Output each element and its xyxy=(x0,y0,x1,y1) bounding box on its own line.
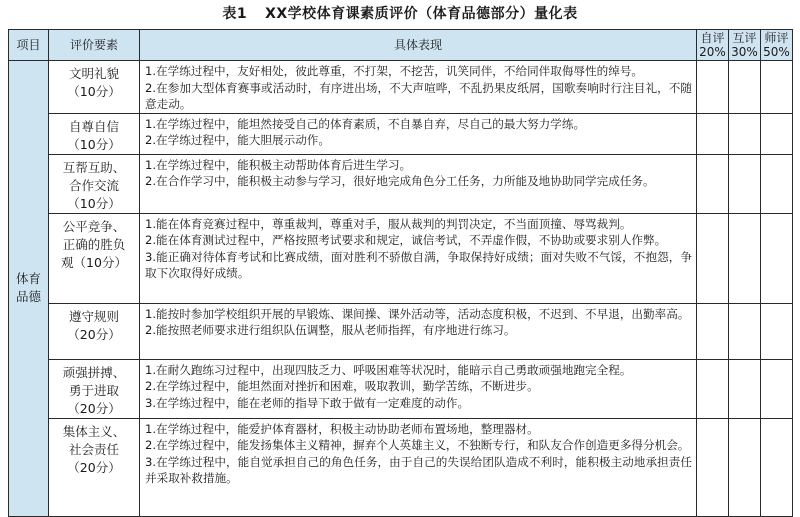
header-row xyxy=(9,30,793,61)
detail-item: 2.在参加大型体育赛事或活动时，有序进出场，不大声喧哗，不乱扔果皮纸屑，国歌奏响时行注目礼，不随意走动。 xyxy=(145,80,692,111)
detail-item: 3.在学练过程中，能自觉承担自己的角色任务，由于自己的失误给团队造成不利时，能积极主动地承担责任并采取补救措施。 xyxy=(145,454,692,485)
header-teacher-pct: 50% xyxy=(763,45,790,59)
detail-cell xyxy=(140,154,697,213)
element-cell xyxy=(49,418,140,516)
detail-cell xyxy=(140,359,697,418)
evaluation-table xyxy=(8,29,793,517)
self-score-cell[interactable] xyxy=(697,113,729,154)
element-line: 顽强拼搏、 xyxy=(62,364,126,380)
element-line: 合作交流 xyxy=(68,177,119,193)
detail-item: 1.在学练过程中，友好相处，彼此尊重，不打架，不挖苦，讥笑同伴，不给同伴取侮辱性的绰号。 xyxy=(145,64,644,78)
header-project: 项目 xyxy=(9,30,49,61)
teacher-score-cell[interactable] xyxy=(761,113,793,154)
table-title: XX学校体育课素质评价（体育品德部分）量化表 xyxy=(265,6,578,22)
detail-cell xyxy=(140,61,697,114)
header-self-label: 自评 xyxy=(700,31,725,45)
mutual-score-cell[interactable] xyxy=(729,154,761,213)
self-score-cell[interactable] xyxy=(697,154,729,213)
element-line: （20分） xyxy=(67,459,121,475)
teacher-score-cell[interactable] xyxy=(761,154,793,213)
teacher-score-cell[interactable] xyxy=(761,418,793,516)
detail-item: 2.在合作学习中，能积极主动参与学习，很好地完成角色分工任务，力所能及地协助同学完成任务。 xyxy=(145,174,655,188)
mutual-score-cell[interactable] xyxy=(729,418,761,516)
category-line: 体育 xyxy=(15,271,41,287)
mutual-score-cell[interactable] xyxy=(729,359,761,418)
table-row xyxy=(9,418,793,516)
element-cell xyxy=(49,359,140,418)
header-teacher xyxy=(761,30,793,61)
header-detail: 具体表现 xyxy=(140,30,697,61)
detail-item: 1.在学练过程中，能爱护体育器材，积极主动协助老师布置场地，整理器材。 xyxy=(145,421,539,436)
element-line: 互帮互助、 xyxy=(62,159,126,175)
self-score-cell[interactable] xyxy=(697,359,729,418)
element-cell xyxy=(49,303,140,359)
element-line: 正确的胜负 xyxy=(62,236,126,252)
detail-item: 3.在学练过程中，能在老师的指导下敢于做有一定难度的动作。 xyxy=(145,395,470,410)
detail-item: 1.能在体育竞赛过程中，尊重裁判，尊重对手，服从裁判的判罚决定，不当面顶撞、辱骂裁判。 xyxy=(145,216,632,231)
element-line: 社会责任 xyxy=(68,441,119,457)
element-line: （10分） xyxy=(67,84,121,99)
detail-cell xyxy=(140,303,697,359)
element-line: 自尊自信 xyxy=(68,118,119,134)
header-self xyxy=(697,30,729,61)
element-line: （20分） xyxy=(67,400,121,416)
self-score-cell[interactable] xyxy=(697,61,729,114)
detail-item: 1.在学练过程中，能积极主动帮助体育后进生学习。 xyxy=(145,157,412,172)
detail-item: 2.能按照老师要求进行组织队伍调整，服从老师指挥，有序地进行练习。 xyxy=(145,323,516,337)
teacher-score-cell[interactable] xyxy=(761,61,793,114)
header-mutual xyxy=(729,30,761,61)
mutual-score-cell[interactable] xyxy=(729,213,761,303)
self-score-cell[interactable] xyxy=(697,418,729,516)
table-row xyxy=(9,113,793,154)
header-mutual-pct: 30% xyxy=(731,45,758,59)
detail-item: 2.在学练过程中，能发扬集体主义精神，摒弃个人英雄主义，不独断专行，和队友合作创造更多得分机会。 xyxy=(145,438,690,452)
table-caption xyxy=(0,0,800,28)
element-line: 集体主义、 xyxy=(62,423,126,439)
element-line: （20分） xyxy=(67,326,121,342)
element-line: 勇于进取 xyxy=(68,382,119,398)
mutual-score-cell[interactable] xyxy=(729,303,761,359)
element-line: 遵守规则 xyxy=(68,308,119,324)
category-line: 品德 xyxy=(15,289,41,305)
table-row xyxy=(9,61,793,114)
table-row xyxy=(9,359,793,418)
header-mutual-label: 互评 xyxy=(732,31,757,45)
element-line: 文明礼貌 xyxy=(68,66,119,81)
table-row xyxy=(9,303,793,359)
detail-item: 1.在耐久跑练习过程中，出现四肢乏力、呼吸困难等状况时，能暗示自己勇敢顽强地跑完全程。 xyxy=(145,362,632,377)
self-score-cell[interactable] xyxy=(697,303,729,359)
header-element: 评价要素 xyxy=(49,30,140,61)
mutual-score-cell[interactable] xyxy=(729,61,761,114)
element-cell xyxy=(49,154,140,213)
detail-cell xyxy=(140,418,697,516)
self-score-cell[interactable] xyxy=(697,213,729,303)
mutual-score-cell[interactable] xyxy=(729,113,761,154)
category-cell xyxy=(9,61,49,517)
element-line: （10分） xyxy=(67,195,121,211)
element-cell xyxy=(49,213,140,303)
table-row xyxy=(9,213,793,303)
detail-item: 1.在学练过程中，能坦然接受自己的体育素质，不自暴自弃，尽自己的最大努力学练。 xyxy=(145,116,586,131)
detail-cell xyxy=(140,213,697,303)
table-number: 表1 xyxy=(222,6,248,22)
detail-item: 2.在学练过程中，能坦然面对挫折和困难，吸取教训，勤学苦练，不断进步。 xyxy=(145,379,539,393)
element-cell xyxy=(49,61,140,114)
teacher-score-cell[interactable] xyxy=(761,303,793,359)
detail-item: 2.在学练过程中，能大胆展示动作。 xyxy=(145,133,330,147)
element-line: 观（10分） xyxy=(61,254,127,270)
table-body xyxy=(9,61,793,517)
detail-item: 3.能正确对待体育考试和比赛成绩，面对胜利不骄傲自满，争取保持好成绩；面对失败不气馁，不抱怨，争取下次取得好成绩。 xyxy=(145,249,692,280)
header-teacher-label: 师评 xyxy=(764,31,789,45)
teacher-score-cell[interactable] xyxy=(761,213,793,303)
header-self-pct: 20% xyxy=(699,45,726,59)
table-row xyxy=(9,154,793,213)
detail-item: 1.能按时参加学校组织开展的早锻炼、课间操、课外活动等，活动态度积极，不迟到、不早退，出勤率高。 xyxy=(145,306,690,321)
element-line: 公平竞争、 xyxy=(62,218,126,234)
detail-item: 2.能在体育测试过程中，严格按照考试要求和规定，诚信考试，不弄虚作假，不协助或要求别人作弊。 xyxy=(145,233,667,247)
teacher-score-cell[interactable] xyxy=(761,359,793,418)
detail-cell xyxy=(140,113,697,154)
element-line: （10分） xyxy=(67,136,121,152)
element-cell xyxy=(49,113,140,154)
